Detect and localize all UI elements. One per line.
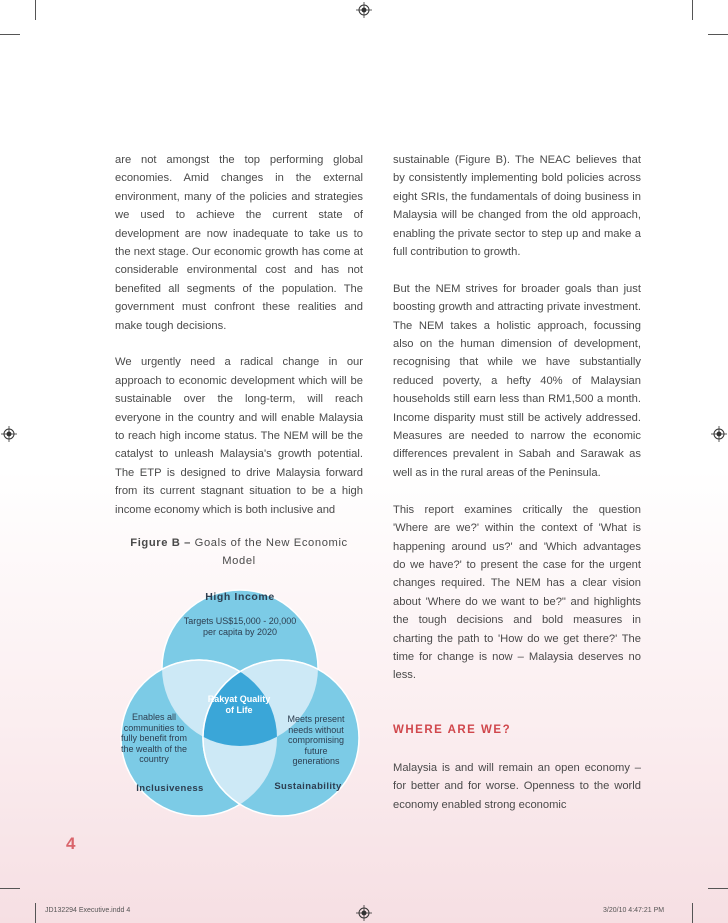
- crop-mark: [0, 888, 20, 889]
- inclusiveness-label: Inclusiveness: [136, 783, 204, 794]
- right-column-continued: [393, 759, 641, 833]
- inclusiveness-detail: Enables all communities to fully benefit from the wealth of the country: [120, 712, 188, 764]
- crop-mark: [708, 888, 728, 889]
- left-column: [115, 151, 363, 538]
- figure-label: Figure B –: [130, 537, 191, 549]
- body-paragraph: Malaysia is and will remain an open economy – for better and for worse. Openness to the world economy enabled strong economic: [393, 762, 641, 811]
- page-number: 4: [66, 834, 76, 853]
- figure-title: [115, 534, 363, 570]
- slug-filename: JD132294 Executive.indd 4: [45, 907, 131, 914]
- crop-mark: [0, 34, 20, 35]
- section-heading: WHERE ARE WE?: [393, 724, 512, 736]
- body-paragraph: are not amongst the top performing global economies. Amid changes in the external environment, many of the policies and strategies we used to achieve the current state of development are now inadequate to take us to the next stage. Our economic growth has come at considerable environmental cost and has not benefited all segments of the population. The government must confront these realities and make tough decisions.: [115, 154, 363, 332]
- crop-mark: [692, 0, 693, 20]
- registration-mark-icon: [356, 905, 372, 921]
- sustainability-label: Sustainability: [274, 781, 342, 792]
- right-column: [393, 151, 641, 703]
- venn-diagram: [115, 568, 375, 838]
- body-paragraph: sustainable (Figure B). The NEAC believes that by consistently implementing bold policies across eight SRIs, the fundamentals of doing business in Malaysia will be changed from the old approach, enabling the private sector to step up and make a full contribution to growth.: [393, 154, 641, 259]
- high-income-detail: Targets US$15,000 - 20,000 per capita by 2020: [183, 616, 297, 637]
- sustainability-detail: Meets present needs without compromising future generations: [287, 714, 345, 766]
- registration-mark-icon: [711, 426, 727, 442]
- slug-timestamp: 3/20/10 4:47:21 PM: [603, 907, 665, 914]
- figure-caption: Goals of the New Economic Model: [190, 537, 348, 567]
- center-label: Rakyat Quality of Life: [207, 694, 271, 715]
- crop-mark: [35, 0, 36, 20]
- body-paragraph: This report examines critically the question 'Where are we?' within the context of 'What is happening around us?' and 'Which advantages do we have?' to present the case for the urgent changes required. The NEM has a clear vision about 'Where do we want to be?" and highlights the tough decisions and bold measures in charting the path to 'How do we get there?' The time for change is now – Malaysia deserves no less.: [393, 503, 641, 682]
- body-paragraph: But the NEM strives for broader goals than just boosting growth and attracting private investment. The NEM takes a holistic approach, focussing also on the human dimension of development, recognising that while we have substantially reduced poverty, a hefty 40% of Malaysian households still earn less than RM1,500 a month. Income disparity must still be actively addressed. Measures are needed to narrow the economic differences prevalent in Sabah and Sarawak as well as in the rural areas of the Peninsula.: [393, 282, 641, 479]
- crop-mark: [708, 34, 728, 35]
- high-income-label: High Income: [205, 591, 275, 603]
- registration-mark-icon: [1, 426, 17, 442]
- registration-mark-icon: [356, 2, 372, 18]
- crop-mark: [692, 903, 693, 923]
- body-paragraph: We urgently need a radical change in our approach to economic development which will be sustainable over the long-term, will reach everyone in the country and will enable Malaysia to reach high income status. The NEM will be the catalyst to unleash Malaysia's growth potential. The ETP is designed to drive Malaysia forward from its current stagnant situation to be a high income economy which is both inclusive and: [115, 356, 363, 516]
- crop-mark: [35, 903, 36, 923]
